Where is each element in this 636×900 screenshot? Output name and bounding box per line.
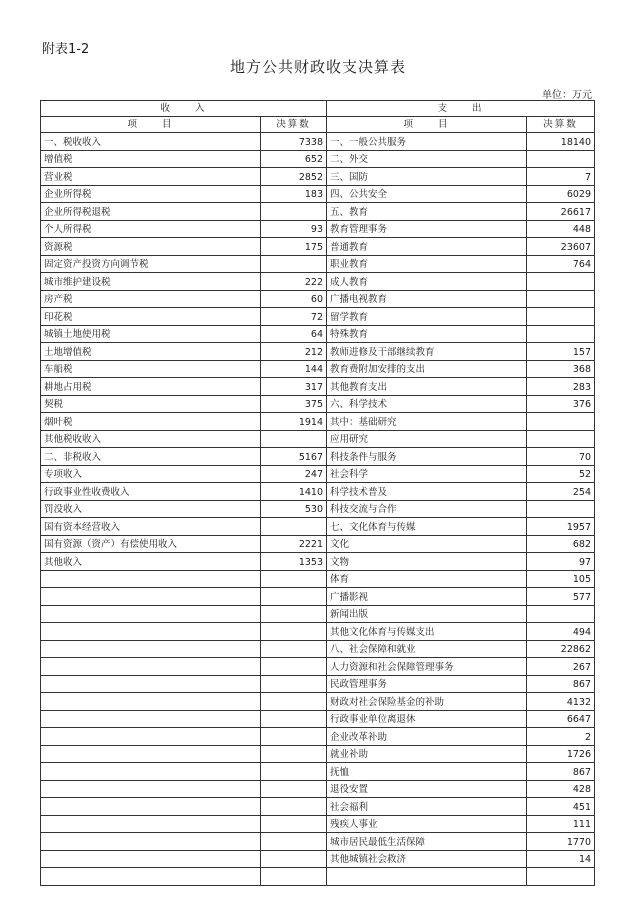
- expenditure-amount: [527, 430, 595, 448]
- expenditure-amount: 2: [527, 728, 595, 746]
- expenditure-item: 新闻出版: [327, 605, 527, 623]
- income-item: [41, 833, 261, 851]
- expenditure-amount-header: 决算数: [527, 117, 595, 133]
- expenditure-amount: 428: [527, 780, 595, 798]
- income-amount: 183: [261, 185, 327, 203]
- table-row: [41, 238, 595, 256]
- expenditure-amount: 1726: [527, 745, 595, 763]
- expenditure-item: 职业教育: [327, 255, 527, 273]
- expenditure-item: 广播影视: [327, 588, 527, 606]
- table-row: [41, 745, 595, 763]
- table-row: [41, 588, 595, 606]
- expenditure-amount: 267: [527, 658, 595, 676]
- expenditure-amount: [527, 868, 595, 886]
- table-row: [41, 518, 595, 536]
- table-row: [41, 168, 595, 186]
- expenditure-item: 一、一般公共服务: [327, 133, 527, 151]
- expenditure-item: 退役安置: [327, 780, 527, 798]
- table-row: [41, 413, 595, 431]
- income-item: 其他税收收入: [41, 430, 261, 448]
- finance-table: [40, 100, 595, 886]
- income-amount-header: 决算数: [261, 117, 327, 133]
- expenditure-item: 教师进修及干部继续教育: [327, 343, 527, 361]
- income-amount: 5167: [261, 448, 327, 466]
- income-amount: 93: [261, 220, 327, 238]
- income-item: 一、税收收入: [41, 133, 261, 151]
- income-amount: [261, 798, 327, 816]
- income-amount: 222: [261, 273, 327, 291]
- expenditure-item: 残疾人事业: [327, 815, 527, 833]
- table-row: [41, 693, 595, 711]
- income-item: 二、非税收入: [41, 448, 261, 466]
- expenditure-amount: 867: [527, 763, 595, 781]
- income-amount: [261, 255, 327, 273]
- expenditure-item: 抚恤: [327, 763, 527, 781]
- income-item: 国有资本经营收入: [41, 518, 261, 536]
- income-item: 固定资产投资方向调节税: [41, 255, 261, 273]
- expenditure-amount: 283: [527, 378, 595, 396]
- expenditure-amount: 105: [527, 570, 595, 588]
- income-item: 国有资源（资产）有偿使用收入: [41, 535, 261, 553]
- expenditure-amount: 111: [527, 815, 595, 833]
- income-item: 城市维护建设税: [41, 273, 261, 291]
- income-amount: [261, 745, 327, 763]
- income-item: [41, 693, 261, 711]
- expenditure-amount: [527, 413, 595, 431]
- income-amount: 1353: [261, 553, 327, 571]
- expenditure-item: 企业改革补助: [327, 728, 527, 746]
- expenditure-item: 其他教育支出: [327, 378, 527, 396]
- expenditure-item: 体育: [327, 570, 527, 588]
- income-item: 车船税: [41, 360, 261, 378]
- table-row: [41, 710, 595, 728]
- expenditure-amount: 867: [527, 675, 595, 693]
- table-row: [41, 868, 595, 886]
- table-row: [41, 430, 595, 448]
- table-row: [41, 850, 595, 868]
- table-row: [41, 150, 595, 168]
- expenditure-item-header: 项 目: [327, 117, 527, 133]
- expenditure-amount: 52: [527, 465, 595, 483]
- expenditure-item: 五、教育: [327, 203, 527, 221]
- income-amount: 7338: [261, 133, 327, 151]
- table-row: [41, 343, 595, 361]
- income-amount: 72: [261, 308, 327, 326]
- table-row: [41, 255, 595, 273]
- income-amount: [261, 815, 327, 833]
- expenditure-amount: 1957: [527, 518, 595, 536]
- expenditure-item: 社会福利: [327, 798, 527, 816]
- income-item: 其他收入: [41, 553, 261, 571]
- expenditure-item: 人力资源和社会保障管理事务: [327, 658, 527, 676]
- income-amount: 144: [261, 360, 327, 378]
- table-row: [41, 290, 595, 308]
- expenditure-item: [327, 868, 527, 886]
- income-item: [41, 868, 261, 886]
- income-amount: 2852: [261, 168, 327, 186]
- income-item: 企业所得税: [41, 185, 261, 203]
- expenditure-item: 其他城镇社会救济: [327, 850, 527, 868]
- income-item: [41, 850, 261, 868]
- income-item: 个人所得税: [41, 220, 261, 238]
- expenditure-amount: 368: [527, 360, 595, 378]
- table-row: [41, 395, 595, 413]
- expenditure-item: 科技交流与合作: [327, 500, 527, 518]
- table-row: [41, 815, 595, 833]
- income-item-header: 项 目: [41, 117, 261, 133]
- income-amount: [261, 588, 327, 606]
- income-amount: 375: [261, 395, 327, 413]
- table-row: [41, 640, 595, 658]
- income-item: [41, 798, 261, 816]
- income-amount: [261, 675, 327, 693]
- table-row: [41, 220, 595, 238]
- unit-label: 单位：万元: [542, 90, 592, 101]
- table-row: [41, 448, 595, 466]
- expenditure-item: 科学技术普及: [327, 483, 527, 501]
- income-amount: [261, 868, 327, 886]
- expenditure-item: 留学教育: [327, 308, 527, 326]
- income-amount: 60: [261, 290, 327, 308]
- expenditure-item: 二、外交: [327, 150, 527, 168]
- annex-label: 附表1-2: [42, 42, 90, 57]
- expenditure-amount: 451: [527, 798, 595, 816]
- expenditure-amount: 682: [527, 535, 595, 553]
- income-amount: 2221: [261, 535, 327, 553]
- expenditure-item: 教育管理事务: [327, 220, 527, 238]
- income-amount: 212: [261, 343, 327, 361]
- table-row: [41, 833, 595, 851]
- expenditure-amount: [527, 273, 595, 291]
- table-row: [41, 483, 595, 501]
- expenditure-item: 应用研究: [327, 430, 527, 448]
- expenditure-item: 城市居民最低生活保障: [327, 833, 527, 851]
- income-amount: [261, 518, 327, 536]
- expenditure-item: 教育费附加安排的支出: [327, 360, 527, 378]
- expenditure-item: 民政管理事务: [327, 675, 527, 693]
- expenditure-amount: [527, 308, 595, 326]
- table-row: [41, 623, 595, 641]
- income-item: [41, 675, 261, 693]
- income-amount: [261, 728, 327, 746]
- table-row: [41, 535, 595, 553]
- table-row: [41, 658, 595, 676]
- expenditure-item: 其中：基础研究: [327, 413, 527, 431]
- expenditure-item: 行政事业单位离退休: [327, 710, 527, 728]
- expenditure-amount: 254: [527, 483, 595, 501]
- income-amount: [261, 780, 327, 798]
- income-amount: 175: [261, 238, 327, 256]
- expenditure-amount: 97: [527, 553, 595, 571]
- income-amount: [261, 570, 327, 588]
- expenditure-amount: [527, 325, 595, 343]
- income-amount: [261, 623, 327, 641]
- expenditure-item: 特殊教育: [327, 325, 527, 343]
- expenditure-item: 成人教育: [327, 273, 527, 291]
- expenditure-item: 财政对社会保险基金的补助: [327, 693, 527, 711]
- income-item: [41, 728, 261, 746]
- expenditure-amount: 6029: [527, 185, 595, 203]
- income-item: 契税: [41, 395, 261, 413]
- expenditure-amount: 764: [527, 255, 595, 273]
- income-item: [41, 605, 261, 623]
- expenditure-item: 广播电视教育: [327, 290, 527, 308]
- expenditure-amount: 577: [527, 588, 595, 606]
- expenditure-amount: 448: [527, 220, 595, 238]
- table-row: [41, 273, 595, 291]
- income-amount: 247: [261, 465, 327, 483]
- income-amount: 1914: [261, 413, 327, 431]
- expenditure-item: 文物: [327, 553, 527, 571]
- table-row: [41, 553, 595, 571]
- expenditure-amount: 376: [527, 395, 595, 413]
- income-item: [41, 745, 261, 763]
- expenditure-item: 就业补助: [327, 745, 527, 763]
- expenditure-amount: 6647: [527, 710, 595, 728]
- income-item: 营业税: [41, 168, 261, 186]
- expenditure-amount: [527, 500, 595, 518]
- income-amount: 652: [261, 150, 327, 168]
- income-item: [41, 640, 261, 658]
- income-item: 印花税: [41, 308, 261, 326]
- income-amount: [261, 430, 327, 448]
- income-item: [41, 588, 261, 606]
- income-amount: [261, 605, 327, 623]
- expenditure-amount: 70: [527, 448, 595, 466]
- table-row: [41, 763, 595, 781]
- expenditure-amount: [527, 150, 595, 168]
- income-item: 房产税: [41, 290, 261, 308]
- income-amount: [261, 710, 327, 728]
- income-amount: [261, 850, 327, 868]
- income-item: 烟叶税: [41, 413, 261, 431]
- expenditure-amount: 14: [527, 850, 595, 868]
- expenditure-amount: 1770: [527, 833, 595, 851]
- table-row: [41, 325, 595, 343]
- expenditure-amount: 7: [527, 168, 595, 186]
- header-row-columns: [41, 117, 595, 133]
- income-item: 增值税: [41, 150, 261, 168]
- expenditure-amount: 22862: [527, 640, 595, 658]
- table-row: [41, 500, 595, 518]
- table-row: [41, 308, 595, 326]
- income-header: 收 入: [41, 101, 327, 117]
- income-item: 土地增值税: [41, 343, 261, 361]
- expenditure-amount: 157: [527, 343, 595, 361]
- expenditure-item: 四、公共安全: [327, 185, 527, 203]
- income-item: 耕地占用税: [41, 378, 261, 396]
- expenditure-item: 三、国防: [327, 168, 527, 186]
- expenditure-item: 七、文化体育与传媒: [327, 518, 527, 536]
- income-amount: [261, 203, 327, 221]
- table-row: [41, 360, 595, 378]
- table-row: [41, 798, 595, 816]
- expenditure-amount: [527, 605, 595, 623]
- expenditure-amount: [527, 290, 595, 308]
- table-row: [41, 570, 595, 588]
- income-item: [41, 570, 261, 588]
- income-item: 城镇土地使用税: [41, 325, 261, 343]
- table-row: [41, 728, 595, 746]
- expenditure-amount: 4132: [527, 693, 595, 711]
- expenditure-item: 六、科学技术: [327, 395, 527, 413]
- expenditure-amount: 18140: [527, 133, 595, 151]
- income-amount: 1410: [261, 483, 327, 501]
- header-row-sections: [41, 101, 595, 117]
- income-item: [41, 815, 261, 833]
- expenditure-amount: 494: [527, 623, 595, 641]
- expenditure-header: 支 出: [327, 101, 595, 117]
- income-amount: [261, 833, 327, 851]
- income-item: [41, 623, 261, 641]
- income-item: [41, 780, 261, 798]
- expenditure-item: 文化: [327, 535, 527, 553]
- income-item: [41, 710, 261, 728]
- table-row: [41, 780, 595, 798]
- income-amount: 64: [261, 325, 327, 343]
- income-item: 企业所得税退税: [41, 203, 261, 221]
- table-row: [41, 465, 595, 483]
- income-item: [41, 763, 261, 781]
- income-item: 专项收入: [41, 465, 261, 483]
- table-row: [41, 605, 595, 623]
- expenditure-item: 八、社会保障和就业: [327, 640, 527, 658]
- expenditure-item: 科技条件与服务: [327, 448, 527, 466]
- income-item: [41, 658, 261, 676]
- income-amount: [261, 658, 327, 676]
- income-amount: 530: [261, 500, 327, 518]
- table-row: [41, 203, 595, 221]
- table-row: [41, 185, 595, 203]
- table-row: [41, 378, 595, 396]
- table-row: [41, 133, 595, 151]
- page-title: 地方公共财政收支决算表: [229, 58, 406, 76]
- table-row: [41, 675, 595, 693]
- income-amount: [261, 763, 327, 781]
- income-amount: [261, 693, 327, 711]
- expenditure-amount: 26617: [527, 203, 595, 221]
- income-amount: 317: [261, 378, 327, 396]
- income-item: 罚没收入: [41, 500, 261, 518]
- expenditure-item: 社会科学: [327, 465, 527, 483]
- income-item: 资源税: [41, 238, 261, 256]
- income-amount: [261, 640, 327, 658]
- income-item: 行政事业性收费收入: [41, 483, 261, 501]
- expenditure-item: 普通教育: [327, 238, 527, 256]
- expenditure-item: 其他文化体育与传媒支出: [327, 623, 527, 641]
- expenditure-amount: 23607: [527, 238, 595, 256]
